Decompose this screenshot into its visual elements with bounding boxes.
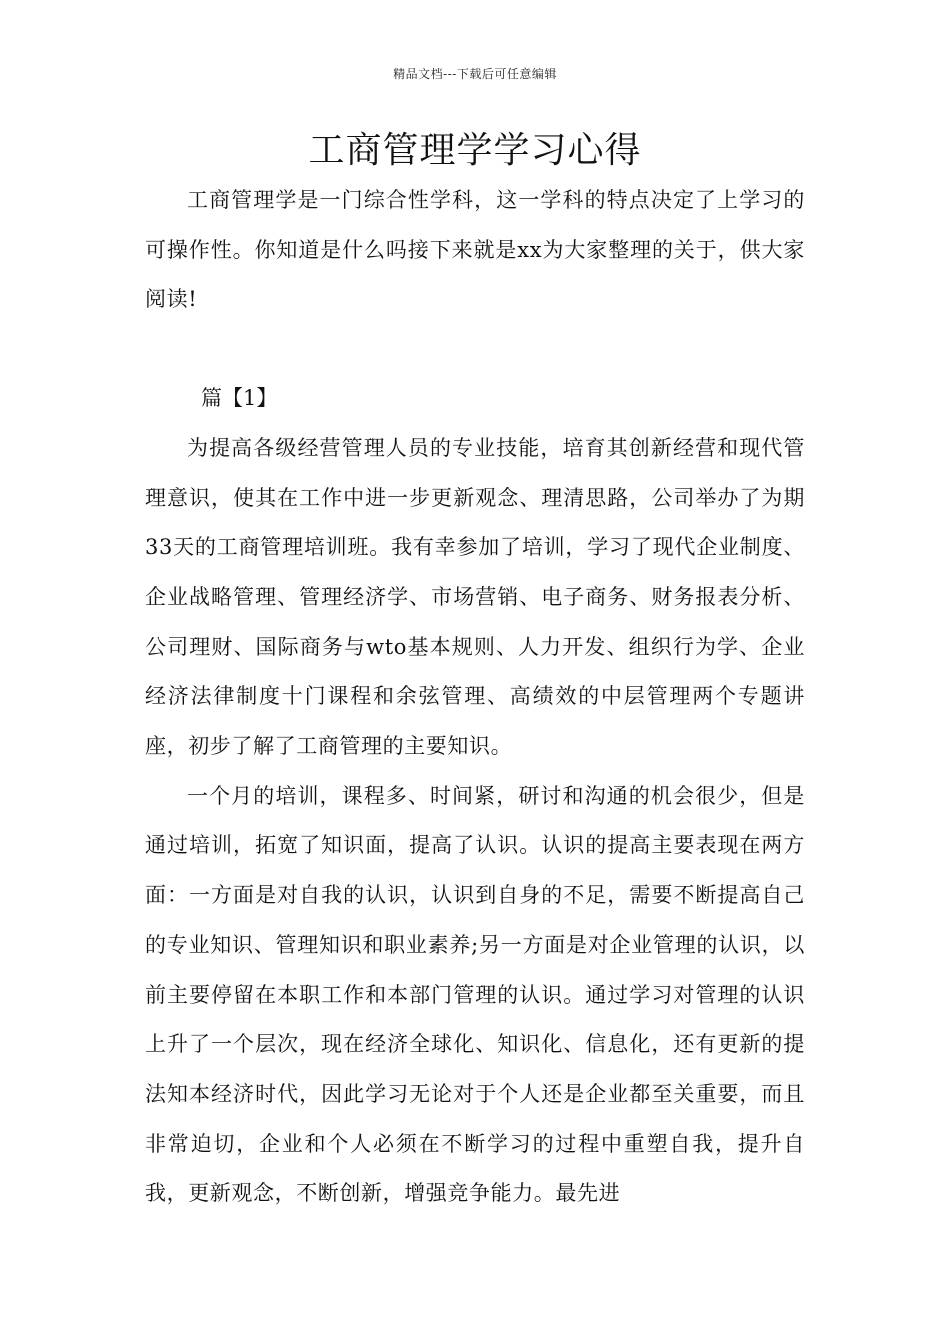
body-paragraph-2: 一个月的培训，课程多、时间紧，研讨和沟通的机会很少，但是通过培训，拓宽了知识面，提高了认识。认识的提高主要表现在两方面：一方面是对自我的认识，认识到自身的不足，需要不断提高自己的专业知识、管理知识和职业素养;另一方面是对企业管理的认识，以前主要停留在本职工作和本部门管理的认识。通过学习对管理的认识上升了一个层次，现在经济全球化、知识化、信息化，还有更新的提法知本经济时代，因此学习无论对于个人还是企业都至关重要，而且非常迫切，企业和个人必须在不断学习的过程中重塑自我，提升自我，更新观念，不断创新，增强竞争能力。最先进	[145, 783, 805, 1206]
document-body	[145, 176, 805, 1219]
document-title: 工商管理学学习心得	[308, 130, 642, 171]
body-paragraph-1: 为提高各级经营管理人员的专业技能，培育其创新经营和现代管理意识，使其在工作中进一步更新观念、理清思路，公司举办了为期33天的工商管理培训班。我有幸参加了培训，学习了现代企业制度、企业战略管理、管理经济学、市场营销、电子商务、财务报表分析、公司理财、国际商务与wto基本规则、人力开发、组织行为学、企业经济法律制度十门课程和余弦管理、高绩效的中层管理两个专题讲座，初步了解了工商管理的主要知识。	[145, 435, 805, 759]
intro-paragraph: 工商管理学是一门综合性学科，这一学科的特点决定了上学习的可操作性。你知道是什么吗接下来就是xx为大家整理的关于，供大家阅读!	[145, 188, 805, 312]
section-heading: 篇【1】	[201, 386, 278, 411]
header-note: 精品文档---下载后可任意编辑	[393, 67, 557, 81]
